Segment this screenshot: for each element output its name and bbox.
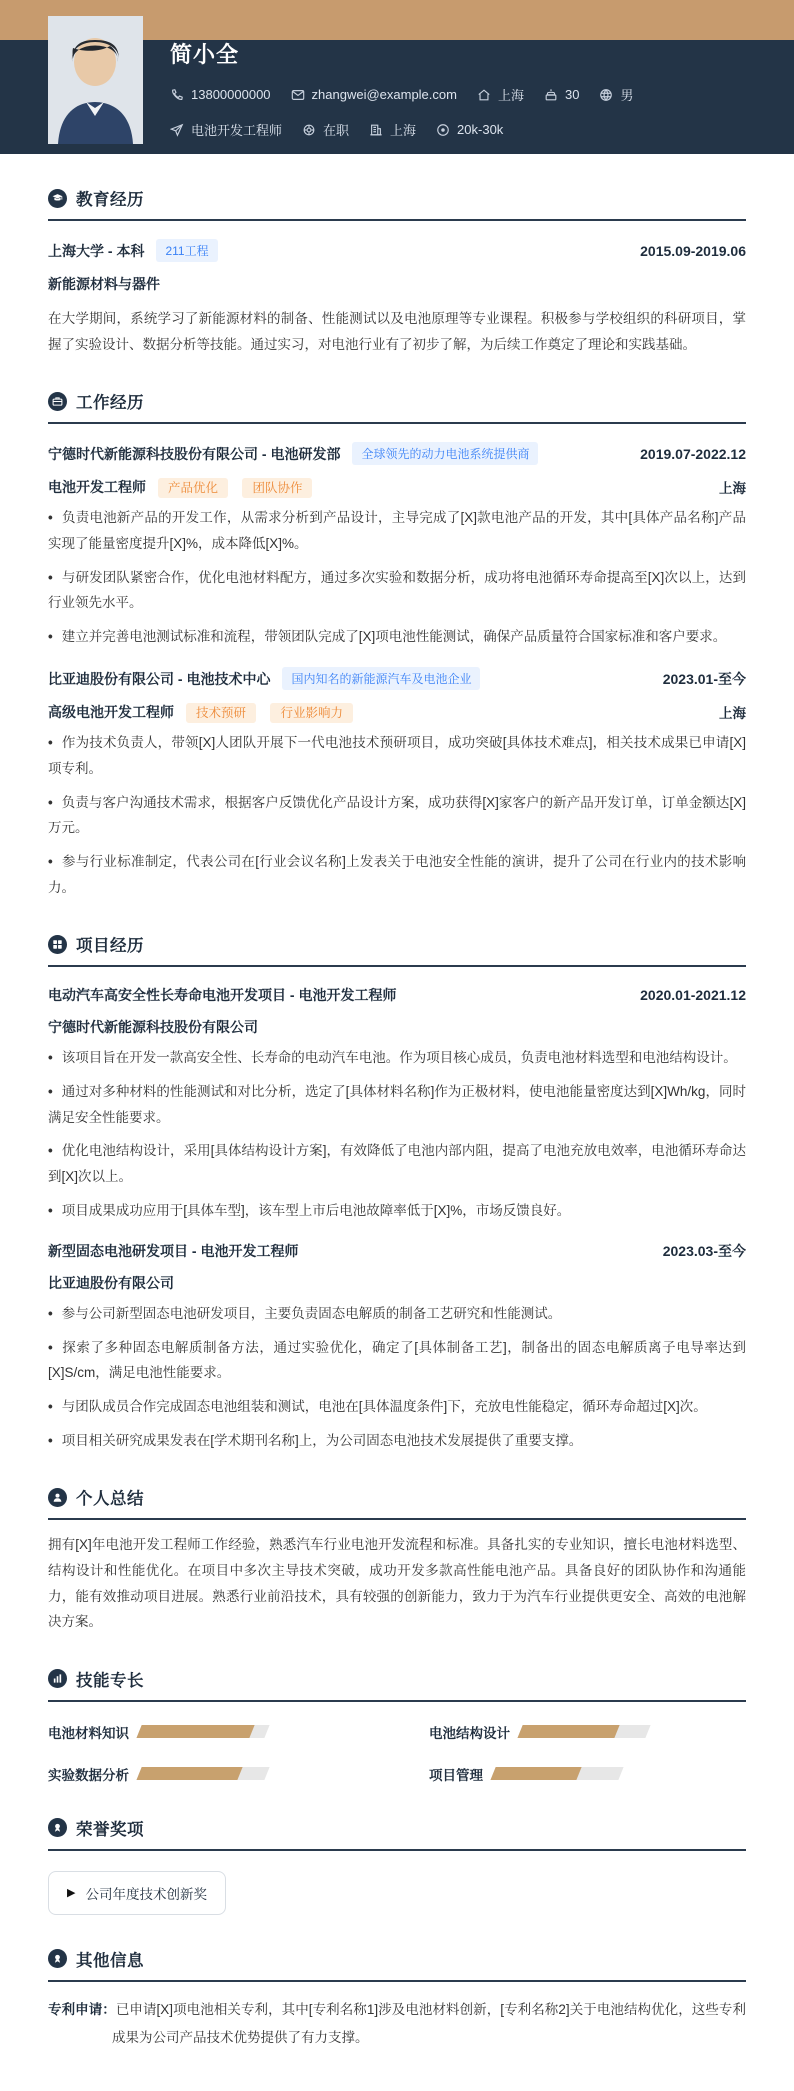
- honor-item-label: 公司年度技术创新奖: [85, 1886, 207, 1902]
- education-major: 新能源材料与器件: [48, 276, 160, 292]
- contact-age-value: 30: [564, 87, 580, 102]
- section-projects: [48, 932, 746, 1453]
- project1-bullets: [48, 1045, 746, 1223]
- work2-tag-2: 行业影响力: [270, 703, 353, 723]
- work1-location: 上海: [719, 481, 746, 497]
- contact-gender: [599, 85, 633, 104]
- summary-text: 拥有[X]年电池开发工程师工作经验，熟悉汽车行业电池开发流程和标准。具备扎实的专业知识，擅长电池材料选型、结构设计和性能优化。在项目中多次主导技术突破，成功开发多款高性能电池产品。具备良好的团队协作和沟通能力，能有效推动项目进展。熟悉行业前沿技术，具有较强的创新能力，致力于为汽车行业提供更安全、高效的电池解决方案。: [48, 1537, 746, 1630]
- work2-date: 2023.01-至今: [662, 670, 746, 687]
- list-item: • 项目成果成功应用于[具体车型]，该车型上市后电池故障率低于[X]%，市场反馈良好。: [48, 1202, 571, 1218]
- project1-name: 电动汽车高安全性长寿命电池开发项目 - 电池开发工程师: [48, 987, 397, 1004]
- contact-salary: [436, 122, 503, 137]
- education-entry: [48, 239, 746, 357]
- skill-bar-fill: [136, 1767, 242, 1780]
- skill-bar: [490, 1767, 623, 1780]
- contact-home: [477, 85, 524, 104]
- section-skills: [48, 1667, 746, 1784]
- honors-header: [48, 1816, 746, 1851]
- list-item: • 参与行业标准制定，代表公司在[行业会议名称]上发表关于电池安全性能的演讲，提升了公司在行业内的技术影响力。: [48, 854, 746, 895]
- age-icon: [544, 88, 558, 102]
- skill-item-4: [429, 1764, 746, 1784]
- work1-tag-2: 团队协作: [242, 478, 312, 498]
- summary-title: 个人总结: [76, 1490, 144, 1509]
- project1-date: 2020.01-2021.12: [640, 987, 746, 1004]
- medal-icon: [48, 1818, 67, 1837]
- work-header: [48, 389, 746, 424]
- skill-item-3: [48, 1764, 365, 1784]
- work2-company-badge: 国内知名的新能源汽车及电池企业: [282, 667, 480, 690]
- mail-icon: [291, 88, 305, 102]
- contact-phone: [170, 87, 271, 102]
- contact-phone-value: 13800000000: [191, 87, 271, 102]
- status-icon: [302, 123, 316, 137]
- skill-bar: [136, 1767, 269, 1780]
- skill-item-1: [48, 1722, 365, 1742]
- play-triangle-icon: ▶: [67, 1887, 76, 1900]
- other-info-paragraph: [48, 1996, 746, 2051]
- contact-status-value: 在职: [323, 123, 350, 138]
- honor-item: [48, 1871, 226, 1915]
- project2-bullets: [48, 1301, 746, 1453]
- ribbon-icon: [48, 1949, 67, 1968]
- salary-icon: [436, 123, 450, 137]
- list-item: • 该项目旨在开发一款高安全性、长寿命的电动汽车电池。作为项目核心成员，负责电池材料选型和电池结构设计。: [48, 1050, 737, 1066]
- contact-position: [170, 120, 282, 139]
- skills-title: 技能专长: [76, 1671, 144, 1690]
- skill-bar: [517, 1725, 650, 1738]
- work1-tag-1: 产品优化: [158, 478, 228, 498]
- home-icon: [477, 88, 491, 102]
- profile-photo-placeholder: [48, 16, 143, 144]
- education-school-degree: 上海大学 - 本科: [48, 242, 145, 259]
- project-entry-2: [48, 1241, 746, 1453]
- skill-name: 电池结构设计: [429, 1725, 510, 1741]
- list-item: • 参与公司新型固态电池研发项目，主要负责固态电解质的制备工艺研究和性能测试。: [48, 1306, 562, 1322]
- contact-salary-value: 20k-30k: [457, 122, 504, 137]
- grid-icon: [48, 935, 67, 954]
- contact-email-value: zhangwei@example.com: [311, 87, 457, 102]
- contact-row-1: [170, 85, 633, 104]
- education-icon: [48, 189, 67, 208]
- section-honors: [48, 1816, 746, 1915]
- skill-bar: [136, 1725, 269, 1738]
- patent-label: 专利申请：: [48, 2001, 116, 2017]
- project2-company: 比亚迪股份有限公司: [48, 1275, 174, 1292]
- list-item: • 建立并完善电池测试标准和流程，带领团队完成了[X]项电池性能测试，确保产品质量符合国家标准和客户要求。: [48, 628, 727, 644]
- project2-name: 新型固态电池研发项目 - 电池开发工程师: [48, 1243, 299, 1260]
- contact-home-value: 上海: [497, 88, 524, 103]
- list-item: • 负责电池新产品的开发工作，从需求分析到产品设计，主导完成了[X]款电池产品的开发，其中[具体产品名称]产品实现了能量密度提升[X]%，成本降低[X]%。: [48, 510, 746, 551]
- section-education: [48, 186, 746, 357]
- section-work: [48, 389, 746, 900]
- work2-company: 比亚迪股份有限公司 - 电池技术中心: [48, 670, 271, 687]
- list-item: • 与研发团队紧密合作，优化电池材料配方，通过多次实验和数据分析，成功将电池循环寿命提高至[X]次以上，达到行业领先水平。: [48, 569, 746, 611]
- contact-gender-value: 男: [620, 88, 634, 103]
- work-entry-1: [48, 442, 746, 649]
- other-header: [48, 1947, 746, 1982]
- projects-header: [48, 932, 746, 967]
- work2-role: 高级电池开发工程师: [48, 704, 174, 721]
- work-entry-2: [48, 667, 746, 900]
- skill-item-2: [429, 1722, 746, 1742]
- education-description: 在大学期间，系统学习了新能源材料的制备、性能测试以及电池原理等专业课程。积极参与学校组织的科研项目，掌握了实验设计、数据分析等技能。通过实习，对电池行业有了初步了解，为后续工作奠定了理论和实践基础。: [48, 311, 746, 352]
- skill-name: 实验数据分析: [48, 1767, 129, 1783]
- work1-company: 宁德时代新能源科技股份有限公司 - 电池研发部: [48, 445, 341, 462]
- honors-title: 荣誉奖项: [76, 1820, 144, 1839]
- section-other: [48, 1947, 746, 2051]
- section-summary: [48, 1485, 746, 1635]
- project1-company: 宁德时代新能源科技股份有限公司: [48, 1019, 258, 1036]
- person-icon: [48, 1488, 67, 1507]
- send-icon: [170, 123, 184, 137]
- skill-name: 项目管理: [429, 1767, 483, 1783]
- other-title: 其他信息: [76, 1951, 144, 1970]
- skills-grid: [48, 1722, 746, 1784]
- list-item: • 作为技术负责人，带领[X]人团队开展下一代电池技术预研项目，成功突破[具体技术难点]，相关技术成果已申请[X]项专利。: [48, 735, 746, 777]
- work2-tag-1: 技术预研: [186, 703, 256, 723]
- skill-bar-fill: [517, 1725, 620, 1738]
- building-icon: [369, 123, 383, 137]
- briefcase-icon: [48, 392, 67, 411]
- work2-bullets: [48, 730, 746, 900]
- candidate-name: 简小全: [170, 42, 240, 67]
- contact-status: [302, 120, 349, 139]
- summary-header: [48, 1485, 746, 1520]
- patent-text: 已申请[X]项电池相关专利，其中[专利名称1]涉及电池材料创新，[专利名称2]关于电池结构优化，这些专利成果为公司产品技术优势提供了有力支撑。: [112, 2001, 747, 2045]
- contact-city: [369, 120, 416, 139]
- phone-icon: [170, 88, 184, 102]
- list-item: • 通过对多种材料的性能测试和对比分析，选定了[具体材料名称]作为正极材料，使电池能量密度达到[X]Wh/kg，同时满足安全性能要求。: [48, 1083, 746, 1125]
- work1-company-badge: 全球领先的动力电池系统提供商: [352, 442, 538, 465]
- skill-bar-fill: [136, 1725, 254, 1738]
- list-item: • 负责与客户沟通技术需求，根据客户反馈优化产品设计方案，成功获得[X]家客户的新产品开发订单，订单金额达[X]万元。: [48, 794, 746, 836]
- project2-date: 2023.03-至今: [662, 1243, 746, 1260]
- education-date: 2015.09-2019.06: [640, 242, 746, 259]
- work1-date: 2019.07-2022.12: [640, 445, 746, 462]
- education-title: 教育经历: [76, 191, 144, 209]
- list-item: • 优化电池结构设计，采用[具体结构设计方案]，有效降低了电池内部内阻，提高了电池充放电效率，电池循环寿命达到[X]次以上。: [48, 1143, 746, 1184]
- projects-title: 项目经历: [76, 937, 144, 956]
- list-item: • 探索了多种固态电解质制备方法，通过实验优化，确定了[具体制备工艺]，制备出的固态电解质离子电导率达到[X]S/cm，满足电池性能要求。: [48, 1339, 746, 1381]
- project-entry-1: [48, 985, 746, 1223]
- list-item: • 与团队成员合作完成固态电池组装和测试，电池在[具体温度条件]下，充放电性能稳定，循环寿命超过[X]次。: [48, 1399, 707, 1415]
- contact-email: [291, 87, 457, 102]
- resume-header: [0, 0, 794, 154]
- work2-location: 上海: [719, 706, 746, 722]
- contact-position-value: 电池开发工程师: [191, 123, 283, 138]
- skill-bar-fill: [490, 1767, 581, 1780]
- gender-icon: [599, 88, 613, 102]
- skills-header: [48, 1667, 746, 1702]
- list-item: • 项目相关研究成果发表在[学术期刊名称]上，为公司固态电池技术发展提供了重要支撑。: [48, 1432, 583, 1448]
- profile-photo: [48, 16, 143, 144]
- education-header: [48, 186, 746, 221]
- work1-bullets: [48, 505, 746, 649]
- skill-name: 电池材料知识: [48, 1725, 129, 1741]
- resume-body: [0, 186, 794, 2091]
- contact-city-value: 上海: [390, 123, 417, 138]
- work-title: 工作经历: [76, 394, 144, 413]
- education-badge: 211工程: [156, 239, 217, 262]
- work1-role: 电池开发工程师: [48, 479, 146, 496]
- header-info: [170, 38, 633, 139]
- contact-age: [544, 87, 579, 102]
- contact-row-2: [170, 120, 633, 139]
- bar-chart-icon: [48, 1669, 67, 1688]
